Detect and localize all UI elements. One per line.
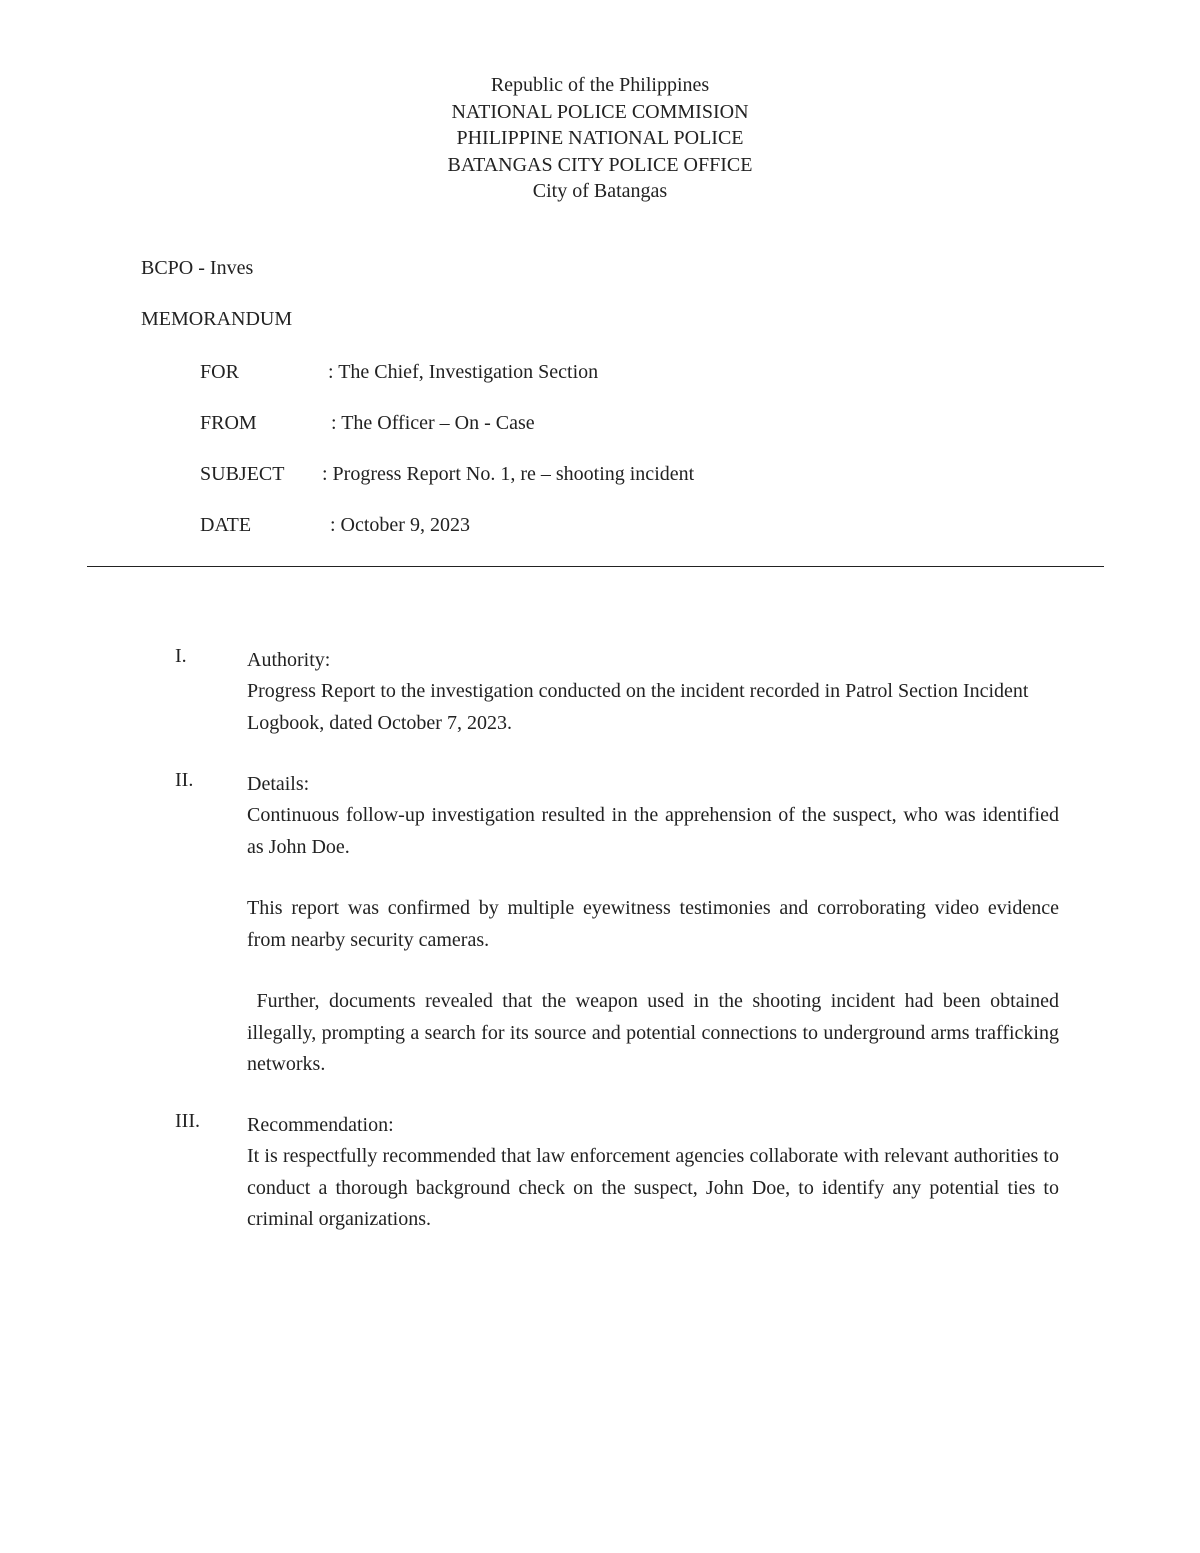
section-body (247, 645, 1059, 739)
letterhead-city: City of Batangas (532, 180, 668, 202)
field-date-value: : October 9, 2023 (330, 514, 470, 536)
field-for-value: : The Chief, Investigation Section (328, 361, 599, 383)
section-body (247, 769, 1065, 1081)
reference-code: BCPO - Inves (141, 257, 254, 279)
field-for-label: FOR (200, 361, 239, 383)
field-subject-label: SUBJECT (200, 463, 285, 485)
section-paragraph: This report was confirmed by multiple eyewitness testimonies and corroborating video evidence from nearby security cameras. (247, 897, 1059, 951)
header-divider-line (87, 566, 1104, 567)
section-heading: Authority: (247, 649, 331, 671)
field-from-label: FROM (200, 412, 257, 434)
section-heading: Recommendation: (247, 1114, 394, 1136)
letterhead (0, 72, 1200, 205)
letterhead-republic: Republic of the Philippines (490, 74, 710, 96)
section-paragraph: Further, documents revealed that the weapon used in the shooting incident had been obtained illegally, prompting a search for its source and potential connections to underground arms trafficking networks. (247, 990, 1065, 1075)
section-paragraph: Continuous follow-up investigation resulted in the apprehension of the suspect, who was identified as John Doe. (247, 804, 1059, 858)
field-from-value: : The Officer – On - Case (331, 412, 535, 434)
letterhead-pnp: PHILIPPINE NATIONAL POLICE (456, 127, 744, 149)
section-paragraph: It is respectfully recommended that law enforcement agencies collaborate with relevant authorities to conduct a thorough background check on the suspect, John Doe, to identify any potential ties to criminal organizations. (247, 1145, 1059, 1230)
section-paragraph: Progress Report to the investigation conducted on the incident recorded in Patrol Section Incident Logbook, dated October 7, 2023. (247, 680, 1029, 734)
letterhead-napolcom: NATIONAL POLICE COMMISION (451, 100, 749, 123)
section-number: III. (175, 1110, 200, 1132)
field-date-label: DATE (200, 514, 252, 536)
memorandum-title: MEMORANDUM (141, 308, 293, 330)
field-subject-value: : Progress Report No. 1, re – shooting incident (322, 463, 695, 485)
section-number: II. (175, 769, 194, 791)
section-body (247, 1110, 1059, 1236)
section-number: I. (175, 645, 187, 667)
section-heading: Details: (247, 773, 310, 795)
letterhead-office: BATANGAS CITY POLICE OFFICE (447, 153, 753, 176)
